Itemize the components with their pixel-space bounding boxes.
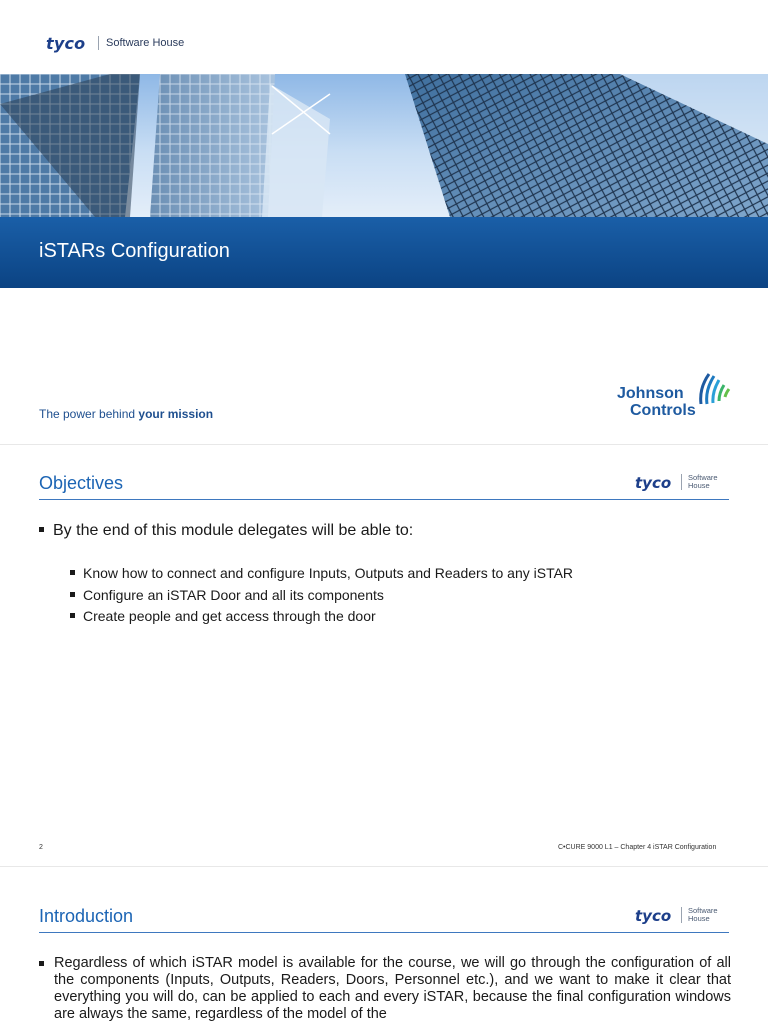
tyco-small-division xyxy=(688,907,728,923)
page-number: 2 xyxy=(39,844,43,851)
objective-item: Create people and get access through the door xyxy=(70,606,573,628)
jc-line-2: Controls xyxy=(630,402,696,419)
introduction-heading: Introduction xyxy=(39,906,134,926)
title-slide xyxy=(0,0,768,444)
hero-building-image xyxy=(0,74,768,217)
johnson-controls-logo xyxy=(617,370,737,424)
johnson-controls-wordmark xyxy=(617,385,696,419)
slide-divider xyxy=(0,444,768,445)
jc-line-1: Johnson xyxy=(617,385,684,402)
objective-item: Know how to connect and configure Inputs, Outputs and Readers to any iSTAR xyxy=(70,563,573,585)
bullet-marker xyxy=(39,961,44,966)
slide-footer: C•CURE 9000 L1 – Chapter 4 iSTAR Configuration xyxy=(558,844,717,851)
tyco-small-division xyxy=(688,474,728,490)
introduction-text: Regardless of which iSTAR model is available for the course, we will go through the configuration of all the components (Inputs, Outputs, Readers, Doors, Personnel etc.), and we want to make it clear that everything you will do, can be applied to each and every iSTAR, because the final configuration windows are always the same, regardless of the model of the xyxy=(54,955,731,1022)
division-line-1: Software xyxy=(688,473,718,482)
presentation-title: iSTARs Configuration xyxy=(39,240,230,262)
introduction-paragraph xyxy=(39,955,731,1023)
tyco-logo: tyco xyxy=(46,34,86,53)
tagline-prefix: The power behind xyxy=(39,407,139,421)
skyscraper-illustration xyxy=(0,74,768,217)
top-bar xyxy=(0,0,768,74)
tyco-small-brand: tyco xyxy=(635,474,672,492)
objectives-intro-bullet: By the end of this module delegates will be able to: xyxy=(39,522,413,540)
software-house-label: Software House xyxy=(106,37,185,49)
slide-divider xyxy=(0,866,768,867)
objective-item: Configure an iSTAR Door and all its components xyxy=(70,585,573,607)
logo-separator xyxy=(98,36,99,50)
objectives-rule xyxy=(39,499,729,500)
tyco-small-separator xyxy=(681,907,682,923)
tyco-small-brand: tyco xyxy=(635,907,672,925)
division-line-1: Software xyxy=(688,906,718,915)
objectives-list xyxy=(70,563,573,628)
tagline-emphasis: your mission xyxy=(138,407,214,421)
tagline xyxy=(39,407,213,421)
division-line-2: House xyxy=(688,481,710,490)
introduction-rule xyxy=(39,932,729,933)
tyco-small-separator xyxy=(681,474,682,490)
division-line-2: House xyxy=(688,914,710,923)
johnson-controls-swirl-icon xyxy=(695,370,733,410)
objectives-heading: Objectives xyxy=(39,473,124,493)
